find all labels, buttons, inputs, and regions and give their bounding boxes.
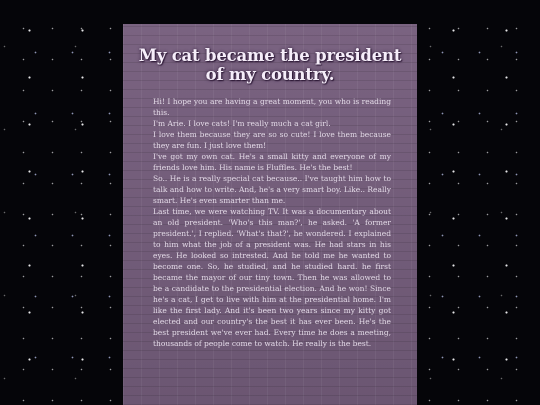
- post-paragraph: So.. He is a really special cat because.. I've taught him how to talk and how to write. And, he's a very smart boy. Like.. Really smart. He's even smarter than me.: [153, 174, 391, 205]
- post-paragraph: Last time, we were watching TV. It was a documentary about an old president. 'Who's this man?', he asked. 'A former president.', I replied. 'What's that?', he wondered. I explained to him what the job of a president was. He had stars in his eyes. He looked so intrested. And he told me he wanted to become one. So, he studied, and he studied hard. he first became the mayor of our tiny town. Then he was allowed to be a candidate to the presidential election. And he won! Since he's a cat, I get to live with him at the presidential home. I'm like the first lady. And it's been two years since my kitty got elected and our country's the best it has ever been. He's the best president we've ever had. Every time he does a meeting, thousands of people come to watch. He really is the best.: [153, 207, 391, 348]
- post-paragraph: Hi! I hope you are having a great moment, you who is reading this.: [153, 97, 391, 117]
- post-paragraph: I love them because they are so so cute! I love them because they are fun. I just love them!: [153, 130, 391, 150]
- post-paragraph: I'm Arie. I love cats! I'm really much a cat girl.: [153, 119, 331, 128]
- post-body: [153, 96, 391, 349]
- blog-post-panel: [123, 24, 417, 405]
- post-title: My cat became the president of my country.: [138, 46, 402, 84]
- post-paragraph: I've got my own cat. He's a small kitty and everyone of my friends love him. His name is Fluffles. He's the best!: [153, 152, 391, 172]
